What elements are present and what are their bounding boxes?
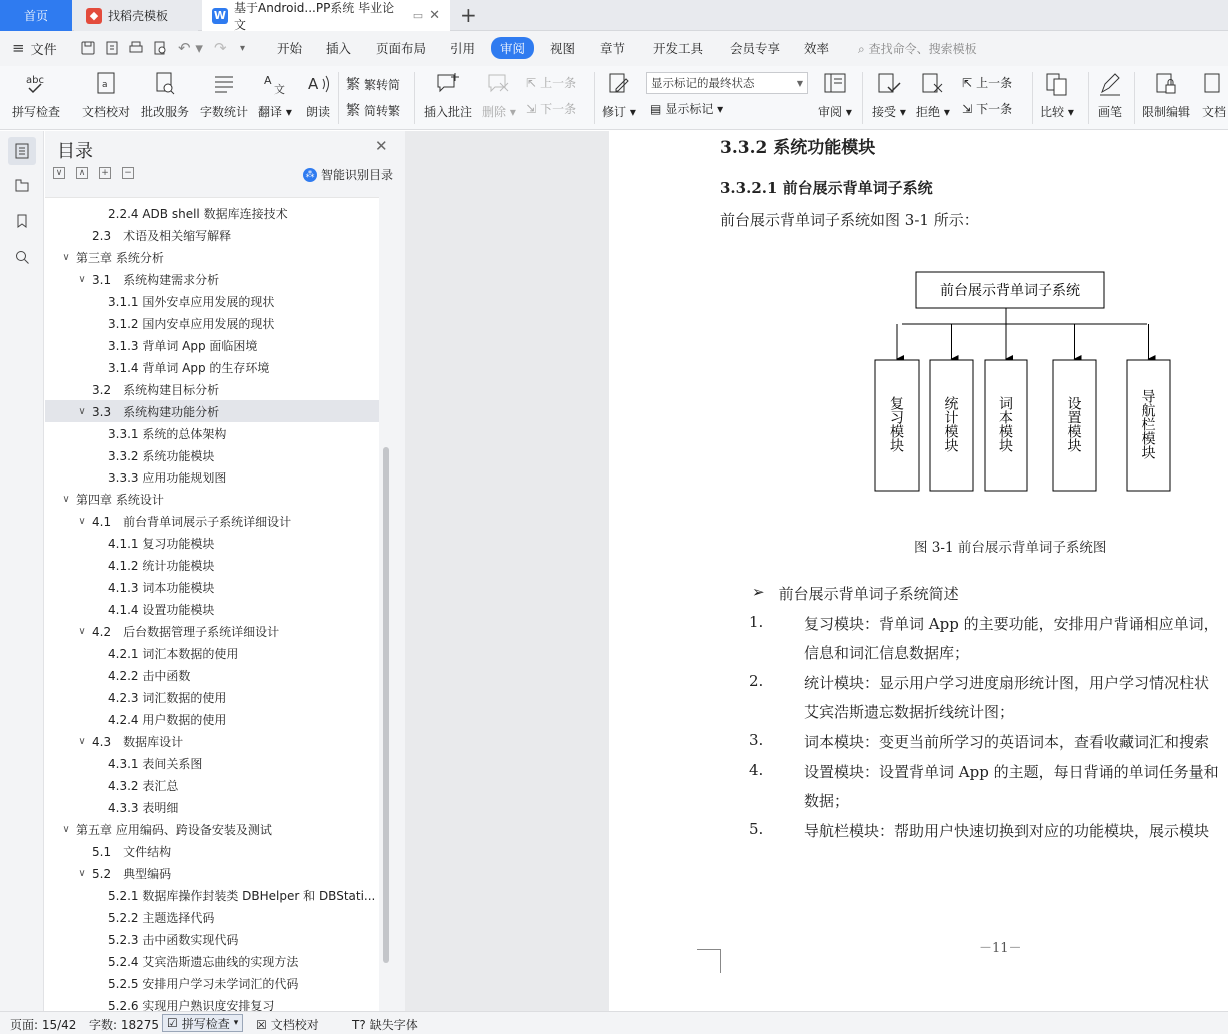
prev-comment-button[interactable] <box>526 74 576 91</box>
show-markup-label: 显示标记 ▾ <box>665 102 724 116</box>
toc-item[interactable] <box>45 356 379 378</box>
review-pane-icon <box>821 70 849 98</box>
insert-comment-button[interactable] <box>424 66 472 120</box>
chevron-down-icon[interactable]: ∨ <box>78 405 86 417</box>
spellcheck-toggle[interactable] <box>162 1014 243 1032</box>
toc-scrollbar-thumb[interactable] <box>383 447 389 963</box>
figure-caption: 图 3-1 前台展示背单词子系统图 <box>914 540 1107 556</box>
list-number: 1. <box>749 613 764 631</box>
ai-toc-button[interactable] <box>303 166 393 183</box>
tab-bar <box>0 0 1228 31</box>
ribbon-divider <box>862 72 863 124</box>
insert-comment-label: 插入批注 <box>424 105 473 119</box>
toc-title: 目录 <box>57 141 93 162</box>
toc-item[interactable] <box>45 994 379 1011</box>
toc-list <box>45 197 379 1011</box>
svg-text:文: 文 <box>273 83 285 96</box>
status-bar <box>0 1011 1228 1034</box>
word-count-indicator[interactable]: 字数: 18275 <box>89 1018 160 1032</box>
list-item-text: 数据； <box>804 792 850 810</box>
toc-item-label: 4.1.1 复习功能模块 <box>108 536 215 551</box>
diagram-child-label: 复习模块 <box>890 396 904 455</box>
svg-text:abc: abc <box>26 75 44 86</box>
toc-item[interactable] <box>45 642 379 664</box>
list-number: 4. <box>749 761 764 779</box>
list-number: 2. <box>749 672 764 690</box>
collapse-all-icon[interactable]: ∨ <box>53 167 65 179</box>
doc-proof-button[interactable] <box>82 66 130 120</box>
toc-item-label: 3.3.2 系统功能模块 <box>108 448 215 463</box>
toc-item[interactable] <box>45 488 379 510</box>
toc-item-label: 4.2.2 击中函数 <box>108 668 191 683</box>
diagram-root-label: 前台展示背单词子系统 <box>940 283 1080 299</box>
list-number: 5. <box>749 820 764 838</box>
toc-item-label: 3.1.4 背单词 App 的生存环境 <box>108 360 270 375</box>
new-tab-icon[interactable]: + <box>460 3 477 27</box>
toc-item-label: 5.2.4 艾宾浩斯遗忘曲线的实现方法 <box>108 954 299 969</box>
chevron-down-icon[interactable]: ∨ <box>78 735 86 747</box>
toc-item[interactable] <box>45 840 379 862</box>
next-comment-button[interactable] <box>526 100 576 117</box>
toc-item-label: 4.1.3 词本功能模块 <box>108 580 215 595</box>
toc-item-label: 3.1.2 国内安卓应用发展的现状 <box>108 316 275 331</box>
chevron-down-icon[interactable]: ∨ <box>62 823 70 835</box>
toc-item[interactable] <box>45 664 379 686</box>
word-count-button[interactable] <box>200 66 248 120</box>
chevron-down-icon[interactable]: ∨ <box>78 625 86 637</box>
translate-button[interactable] <box>258 66 292 120</box>
list-item-text: 艾宾浩斯遗忘数据折线统计图； <box>804 703 1015 721</box>
toc-scrollbar[interactable] <box>379 197 393 1011</box>
prev-change-label: 上一条 <box>976 76 1013 90</box>
ai-toc-label: 智能识别目录 <box>321 168 394 182</box>
toc-item-label: 3.2 系统构建目标分析 <box>92 382 220 397</box>
toc-item-label: 5.2.1 数据库操作封装类 DBHelper 和 DBStati... <box>108 888 376 903</box>
add-heading-icon[interactable]: + <box>99 167 111 179</box>
document-page[interactable] <box>609 131 1228 1011</box>
show-markup-icon: ▤ <box>650 101 662 116</box>
chapter-nav-icon[interactable] <box>8 171 36 199</box>
list-item-text: 信息和词汇信息数据库； <box>804 644 970 662</box>
revise-button[interactable] <box>602 66 636 120</box>
page-number: －11－ <box>979 941 1022 956</box>
toc-item-label: 3.3 系统构建功能分析 <box>92 404 220 419</box>
next-change-icon: ⇲ <box>962 101 973 116</box>
list-item-text: 统计模块：显示用户学习进度扇形统计图，用户学习情况柱状 <box>804 674 1210 692</box>
toc-item-label: 4.3 数据库设计 <box>92 734 184 749</box>
more-quick-access-icon[interactable]: ▾ <box>240 42 246 54</box>
toc-item[interactable] <box>45 290 379 312</box>
doc-rights-icon <box>1200 70 1228 98</box>
prev-comment-icon: ⇱ <box>526 75 537 90</box>
toc-item-label: 3.1 系统构建需求分析 <box>92 272 220 287</box>
delete-comment-button[interactable] <box>482 66 516 120</box>
chevron-down-icon: ▾ <box>233 1018 239 1028</box>
close-tab-icon[interactable]: ✕ <box>429 8 440 23</box>
toc-item-label: 3.3.1 系统的总体架构 <box>108 426 227 441</box>
menu-bar <box>0 31 1228 66</box>
toc-item[interactable] <box>45 950 379 972</box>
toc-item[interactable] <box>45 334 379 356</box>
ribbon-divider <box>1134 72 1135 124</box>
next-comment-label: 下一条 <box>540 102 577 116</box>
expand-all-icon[interactable]: ∧ <box>76 167 88 179</box>
chevron-down-icon[interactable]: ∨ <box>78 273 86 285</box>
prev-change-icon: ⇱ <box>962 75 973 90</box>
bookmark-icon[interactable] <box>8 207 36 235</box>
diagram-child-label: 统计模块 <box>944 396 959 455</box>
close-icon[interactable]: ✕ <box>375 137 388 155</box>
toc-item[interactable] <box>45 972 379 994</box>
toc-item[interactable] <box>45 620 379 642</box>
toc-item-label: 5.2.3 击中函数实现代码 <box>108 932 239 947</box>
doc-rights-label: 文档 <box>1201 105 1226 119</box>
list-item-text: 设置模块：设置背单词 App 的主题，每日背诵的单词任务量和 <box>804 763 1219 781</box>
arrow-bullet-icon: ➢ <box>752 583 765 601</box>
svg-text:A: A <box>263 74 272 87</box>
toc-item-label: 5.1 文件结构 <box>92 844 172 859</box>
toc-item[interactable] <box>45 268 379 290</box>
save-icon[interactable] <box>80 36 96 60</box>
writer-doc-icon: W <box>213 9 227 22</box>
toc-item-label: 4.2.3 词汇数据的使用 <box>108 690 227 705</box>
list-item-text: 复习模块：背单词 App 的主要功能，安排用户背诵相应单词， <box>804 615 1219 633</box>
toc-item[interactable] <box>45 554 379 576</box>
proof-indicator-label: 文档校对 <box>270 1018 319 1032</box>
toc-item[interactable] <box>45 422 379 444</box>
toc-item-label: 4.3.1 表间关系图 <box>108 756 203 771</box>
file-menu[interactable] <box>12 36 57 60</box>
file-menu-label: 文件 <box>30 42 57 58</box>
next-change-button[interactable] <box>962 100 1012 117</box>
restrict-edit-label: 限制编辑 <box>1142 105 1191 119</box>
trad-to-simp-icon: 繁 <box>346 77 360 93</box>
toc-item[interactable] <box>45 774 379 796</box>
menu-membership[interactable]: 会员专享 <box>730 41 781 56</box>
delete-comment-icon <box>485 70 513 98</box>
toc-item[interactable] <box>45 400 379 422</box>
toc-item-label: 4.1.4 设置功能模块 <box>108 602 215 617</box>
docer-logo-icon: ◆ <box>86 8 102 24</box>
toc-item[interactable] <box>45 730 379 752</box>
find-icon[interactable] <box>8 243 36 271</box>
next-change-label: 下一条 <box>976 102 1013 116</box>
trad-to-simp-label: 繁转简 <box>364 77 401 92</box>
pen-icon <box>1096 70 1124 98</box>
review-service-button[interactable] <box>141 66 189 120</box>
doc-rights-button[interactable] <box>1200 66 1228 120</box>
read-aloud-icon <box>304 70 332 98</box>
toc-item-label: 3.1.1 国外安卓应用发展的现状 <box>108 294 275 309</box>
ribbon-divider <box>1088 72 1089 124</box>
toc-item-label: 5.2.2 主题选择代码 <box>108 910 215 925</box>
toc-item[interactable] <box>45 312 379 334</box>
review-service-label: 批改服务 <box>141 105 190 119</box>
toc-item-label: 第五章 应用编码、跨设备安装及测试 <box>76 822 272 837</box>
chevron-down-icon[interactable]: ∨ <box>78 867 86 879</box>
toc-item[interactable] <box>45 202 379 224</box>
pen-button[interactable] <box>1096 66 1124 120</box>
redo-icon[interactable]: ↷ <box>214 39 227 57</box>
restrict-edit-button[interactable] <box>1142 66 1190 120</box>
toc-item[interactable] <box>45 884 379 906</box>
toc-item-label: 4.3.3 表明细 <box>108 800 179 815</box>
toc-item[interactable] <box>45 510 379 532</box>
simp-to-trad-icon: 繁 <box>346 103 360 119</box>
menu-page-layout[interactable]: 页面布局 <box>376 41 427 56</box>
simp-to-trad-label: 简转繁 <box>364 103 401 118</box>
toc-item-label: 5.2 典型编码 <box>92 866 172 881</box>
markup-state-value: 显示标记的最终状态 <box>651 76 755 90</box>
toc-toolbar <box>53 167 134 179</box>
toc-item-label: 4.2.1 词汇本数据的使用 <box>108 646 239 661</box>
bullet-text: 前台展示背单词子系统简述 <box>778 585 959 603</box>
toc-item-label: 4.1.2 统计功能模块 <box>108 558 215 573</box>
bullet-item <box>752 583 959 604</box>
toc-item-label: 4.1 前台背单词展示子系统详细设计 <box>92 514 292 529</box>
doc-proof-label: 文档校对 <box>82 105 131 119</box>
prev-comment-label: 上一条 <box>540 76 577 90</box>
lock-doc-icon <box>1152 70 1180 98</box>
menu-dev-tools[interactable]: 开发工具 <box>653 41 704 56</box>
tab-home[interactable] <box>0 0 72 31</box>
compare-button[interactable] <box>1040 66 1074 120</box>
trad-to-simp-button[interactable] <box>346 74 400 94</box>
toc-item[interactable] <box>45 576 379 598</box>
ribbon-divider <box>594 72 595 124</box>
list-item-text: 词本模块：变更当前所学习的英语词本，查看收藏词汇和搜索 <box>804 733 1210 751</box>
spellcheck-icon <box>22 70 50 98</box>
toc-item-label: 3.3.3 应用功能规划图 <box>108 470 227 485</box>
toc-item[interactable] <box>45 246 379 268</box>
next-comment-icon: ⇲ <box>526 101 537 116</box>
accept-button[interactable] <box>872 66 906 120</box>
toc-item[interactable] <box>45 862 379 884</box>
spellcheck-toggle-label: 拼写检查 <box>181 1016 230 1031</box>
compare-label: 比较 ▾ <box>1040 105 1074 119</box>
reject-icon <box>919 70 947 98</box>
toc-item-label: 5.2.6 实现用户熟识度安排复习 <box>108 998 275 1011</box>
revise-icon <box>605 70 633 98</box>
ai-icon: ⁂ <box>303 168 317 182</box>
undo-icon[interactable]: ↶ ▾ <box>178 39 203 57</box>
remove-heading-icon[interactable]: − <box>122 167 134 179</box>
simp-to-trad-button[interactable] <box>346 100 400 120</box>
intro-paragraph: 前台展示背单词子系统如图 3-1 所示： <box>720 211 979 229</box>
spellcheck-label: 拼写检查 <box>12 105 61 119</box>
tab-templates[interactable] <box>74 0 198 31</box>
menu-references[interactable]: 引用 <box>450 41 476 56</box>
list-number: 3. <box>749 731 764 749</box>
toc-item[interactable] <box>45 532 379 554</box>
menu-view[interactable]: 视图 <box>550 41 576 56</box>
tab-templates-label: 找稻壳模板 <box>108 9 169 23</box>
module-diagram <box>609 131 1228 531</box>
ribbon-divider <box>1032 72 1033 124</box>
svg-text:a: a <box>102 80 108 90</box>
prev-change-button[interactable] <box>962 74 1012 91</box>
missing-font-label: 缺失字体 <box>369 1018 418 1032</box>
compare-icon <box>1043 70 1071 98</box>
word-count-label: 字数统计 <box>200 105 249 119</box>
accept-label: 接受 ▾ <box>872 105 906 119</box>
toc-panel-icon[interactable] <box>8 137 36 165</box>
translate-icon <box>261 70 289 98</box>
ribbon-divider <box>338 72 339 124</box>
delete-comment-label: 删除 ▾ <box>482 105 516 119</box>
search-icon: ⌕ <box>858 42 865 56</box>
chevron-down-icon[interactable]: ∨ <box>62 251 70 263</box>
ribbon-divider <box>414 72 415 124</box>
reject-button[interactable] <box>916 66 950 120</box>
document-area[interactable] <box>405 131 1228 1011</box>
proof-icon: ☒ <box>256 1017 267 1032</box>
diagram-child-label: 词本模块 <box>999 396 1013 455</box>
spellcheck-button[interactable] <box>12 66 60 120</box>
toc-item[interactable] <box>45 466 379 488</box>
toc-item[interactable] <box>45 906 379 928</box>
list-item-text: 导航栏模块：帮助用户快速切换到对应的功能模块，展示模块 <box>804 822 1210 840</box>
section-heading: 3.3.2 系统功能模块 <box>720 138 876 158</box>
toc-item-label: 2.3 术语及相关缩写解释 <box>92 228 232 243</box>
toc-item[interactable] <box>45 796 379 818</box>
subsection-heading: 3.3.2.1 前台展示背单词子系统 <box>720 179 933 197</box>
missing-font-icon: T? <box>352 1017 366 1032</box>
toc-item-label: 5.2.5 安排用户学习未学词汇的代码 <box>108 976 299 991</box>
review-pane-label: 审阅 ▾ <box>818 105 852 119</box>
toc-item-label: 第三章 系统分析 <box>76 250 164 265</box>
proof-indicator[interactable] <box>256 1016 319 1033</box>
page-corner-mark <box>697 949 721 973</box>
toc-item[interactable] <box>45 378 379 400</box>
menu-home[interactable]: 开始 <box>277 41 303 56</box>
doc-proof-icon <box>92 70 120 98</box>
toc-panel <box>45 131 405 1011</box>
navigation-strip <box>0 131 44 1011</box>
command-search-placeholder: 查找命令、搜索模板 <box>868 42 977 56</box>
menu-efficiency[interactable]: 效率 <box>804 41 830 56</box>
toc-item-label: 4.2.4 用户数据的使用 <box>108 712 227 727</box>
menu-insert[interactable]: 插入 <box>326 41 352 56</box>
reject-label: 拒绝 ▾ <box>916 105 950 119</box>
review-pane-button[interactable] <box>818 66 852 120</box>
tab-document[interactable] <box>202 0 450 31</box>
diagram-child-label: 设置模块 <box>1067 396 1082 455</box>
toc-item[interactable] <box>45 444 379 466</box>
toc-item[interactable] <box>45 598 379 620</box>
toc-item[interactable] <box>45 928 379 950</box>
hamburger-icon: ≡ <box>12 39 25 57</box>
toc-item[interactable] <box>45 752 379 774</box>
toc-item[interactable] <box>45 818 379 840</box>
toc-item-label: 第四章 系统设计 <box>76 492 164 507</box>
pen-label: 画笔 <box>1097 105 1122 119</box>
translate-label: 翻译 ▾ <box>258 105 292 119</box>
markup-state-select[interactable] <box>646 72 808 94</box>
toc-item-label: 4.2 后台数据管理子系统详细设计 <box>92 624 280 639</box>
print-preview-icon[interactable] <box>152 36 168 60</box>
menu-chapter[interactable]: 章节 <box>600 41 626 56</box>
toc-item-label: 4.3.2 表汇总 <box>108 778 179 793</box>
chevron-down-icon[interactable]: ∨ <box>62 493 70 505</box>
page-indicator[interactable]: 页面: 15/42 <box>10 1018 77 1032</box>
chevron-down-icon: ▼ <box>796 78 803 88</box>
toc-item[interactable] <box>45 224 379 246</box>
diagram-child-label: 导航栏模块 <box>1141 389 1156 462</box>
tab-home-label: 首页 <box>23 9 48 23</box>
tab-document-label: 基于Android...PP系统 毕业论文 <box>234 0 395 32</box>
toc-item-label: 2.2.4 ADB shell 数据库连接技术 <box>108 206 288 221</box>
toc-item[interactable] <box>45 686 379 708</box>
missing-font-indicator[interactable] <box>352 1016 418 1033</box>
toc-item[interactable] <box>45 708 379 730</box>
menu-review[interactable]: 审阅 <box>491 37 534 59</box>
review-service-icon <box>151 70 179 98</box>
read-aloud-button[interactable] <box>304 66 332 120</box>
revise-label: 修订 ▾ <box>602 105 636 119</box>
word-count-icon <box>210 70 238 98</box>
accept-icon <box>875 70 903 98</box>
command-search[interactable] <box>858 40 977 57</box>
read-aloud-label: 朗读 <box>305 105 330 119</box>
chevron-down-icon[interactable]: ∨ <box>78 515 86 527</box>
checkbox-icon: ☑ <box>167 1016 178 1030</box>
export-pdf-icon[interactable] <box>104 36 120 60</box>
svg-text:A: A <box>308 75 319 93</box>
review-ribbon <box>0 66 1228 130</box>
print-icon[interactable] <box>128 36 144 60</box>
show-markup-button[interactable] <box>650 100 723 117</box>
insert-comment-icon <box>434 70 462 98</box>
monitor-icon[interactable]: ▭ <box>412 9 424 22</box>
toc-item-label: 3.1.3 背单词 App 面临困境 <box>108 338 258 353</box>
